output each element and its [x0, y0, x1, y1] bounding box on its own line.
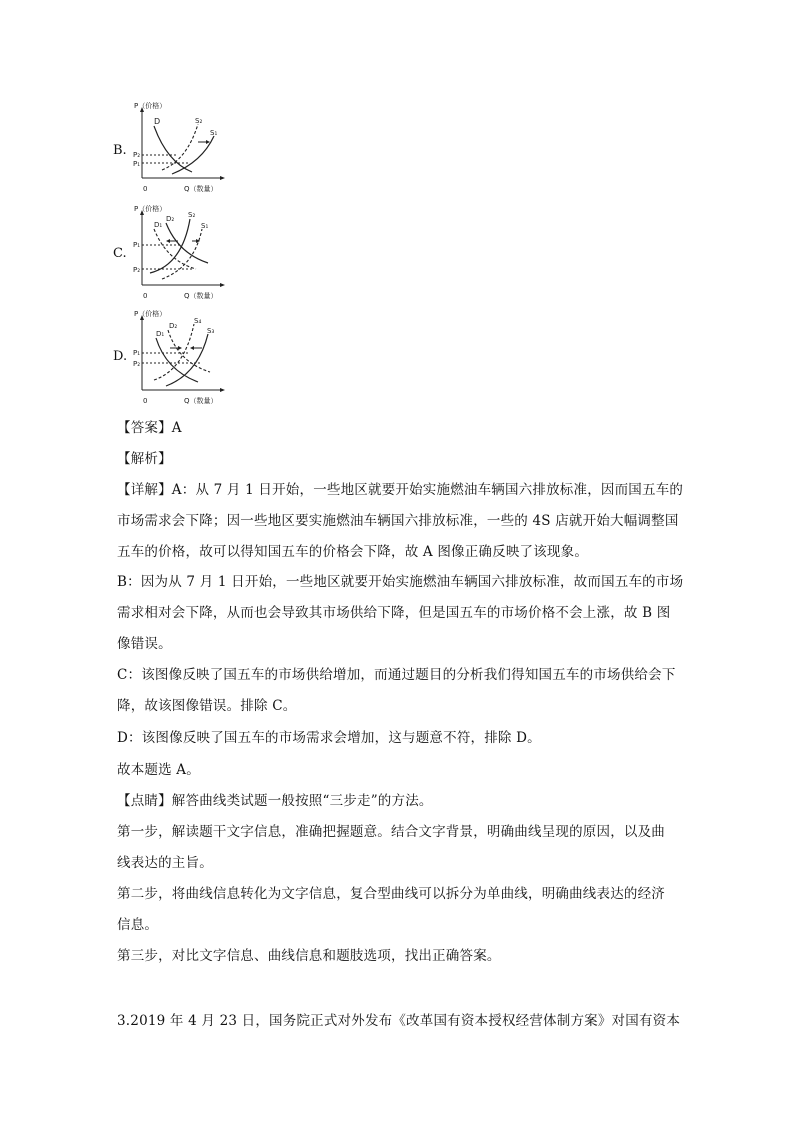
explanation-line: 像错误。 — [117, 636, 172, 652]
explanation-line: 需求相对会下降，从而也会导致其市场供给下降，但是国五车的市场价格不会上涨，故 B 图 — [117, 605, 671, 621]
demand-curve-dashed — [168, 330, 210, 372]
y-axis-label: P（价格） — [134, 310, 167, 318]
explanation-line: 降，故该图像错误。排除 C。 — [117, 698, 297, 714]
supply-label-1: S₄ — [194, 317, 202, 325]
question-3: 3.2019 年 4 月 23 日，国务院正式对外发布《改革国有资本授权经营体制方案》对国有资本 — [117, 1013, 681, 1029]
y-axis-label: P（价格） — [134, 102, 167, 110]
demand-curve-solid — [156, 338, 198, 382]
tip-line: 线表达的主旨。 — [117, 855, 213, 871]
explanation-line: 故本题选 A。 — [117, 762, 200, 778]
price-label-2: P₁ — [133, 160, 141, 168]
explanation-line: 【详解】A：从 7 月 1 日开始，一些地区就要开始实施燃油车辆国六排放标准，因而国五车的 — [117, 482, 684, 498]
tip-line: 第三步，对比文字信息、曲线信息和题肢选项，找出正确答案。 — [117, 948, 501, 964]
option-c-graph — [132, 203, 232, 303]
supply-label-1: S₂ — [195, 117, 203, 125]
price-label-1: P₁ — [133, 349, 141, 357]
demand-label-2: D₂ — [166, 215, 175, 223]
supply-label-2: S₁ — [210, 129, 218, 137]
price-label-2: P₂ — [133, 266, 141, 274]
price-label-2: P₂ — [133, 360, 141, 368]
tip-line: 信息。 — [117, 917, 159, 933]
option-c-label: C. — [113, 246, 127, 261]
answer-line: 【答案】A — [117, 420, 182, 436]
option-b-graph — [132, 100, 232, 196]
explanation-line: C：该图像反映了国五车的市场供给增加，而通过题目的分析我们得知国五车的市场供给会下 — [117, 667, 676, 683]
tip-line: 第二步，将曲线信息转化为文字信息，复合型曲线可以拆分为单曲线，明确曲线表达的经济 — [117, 886, 665, 902]
option-d-graph — [132, 308, 232, 408]
x-axis-label: Q（数量） — [184, 185, 218, 192]
supply-curve-dashed — [162, 229, 202, 279]
supply-label-1: S₂ — [188, 211, 196, 219]
demand-label-1: D₁ — [156, 330, 165, 338]
explanation-line: D：该图像反映了国五车的市场需求会增加，这与题意不符，排除 D。 — [117, 730, 541, 746]
supply-label-2: S₁ — [201, 222, 209, 230]
tip-line: 第一步，解读题干文字信息，准确把握题意。结合文字背景，明确曲线呈现的原因，以及曲 — [117, 824, 665, 840]
explanation-line: 五车的价格，故可以得知国五车的价格会下降，故 A 图像正确反映了该现象。 — [117, 544, 589, 560]
option-d-label: D. — [113, 349, 128, 364]
origin-label: 0 — [143, 292, 148, 299]
explanation-line: B：因为从 7 月 1 日开始，一些地区就要开始实施燃油车辆国六排放标准，故而国五车的市场 — [117, 574, 684, 590]
x-axis-label: Q（数量） — [184, 397, 218, 404]
tip-line: 【点睛】解答曲线类试题一般按照“三步走”的方法。 — [117, 793, 433, 809]
demand-label: D — [154, 117, 161, 126]
origin-label: 0 — [143, 397, 148, 404]
y-axis-label: P（价格） — [134, 205, 167, 213]
explanation-line: 市场需求会下降；因一些地区要实施燃油车辆国六排放标准，一些的 4S 店就开始大幅调整国 — [117, 513, 679, 529]
price-label-1: P₂ — [133, 151, 141, 159]
price-label-1: P₁ — [133, 241, 141, 249]
supply-label-2: S₃ — [207, 327, 215, 335]
demand-curve-dashed — [154, 229, 196, 269]
option-b-label: B. — [113, 143, 127, 158]
x-axis-label: Q（数量） — [184, 292, 218, 299]
demand-label-1: D₁ — [154, 221, 163, 229]
analysis-heading: 【解析】 — [117, 451, 172, 467]
demand-label-2: D₂ — [169, 322, 178, 330]
origin-label: 0 — [143, 185, 148, 192]
